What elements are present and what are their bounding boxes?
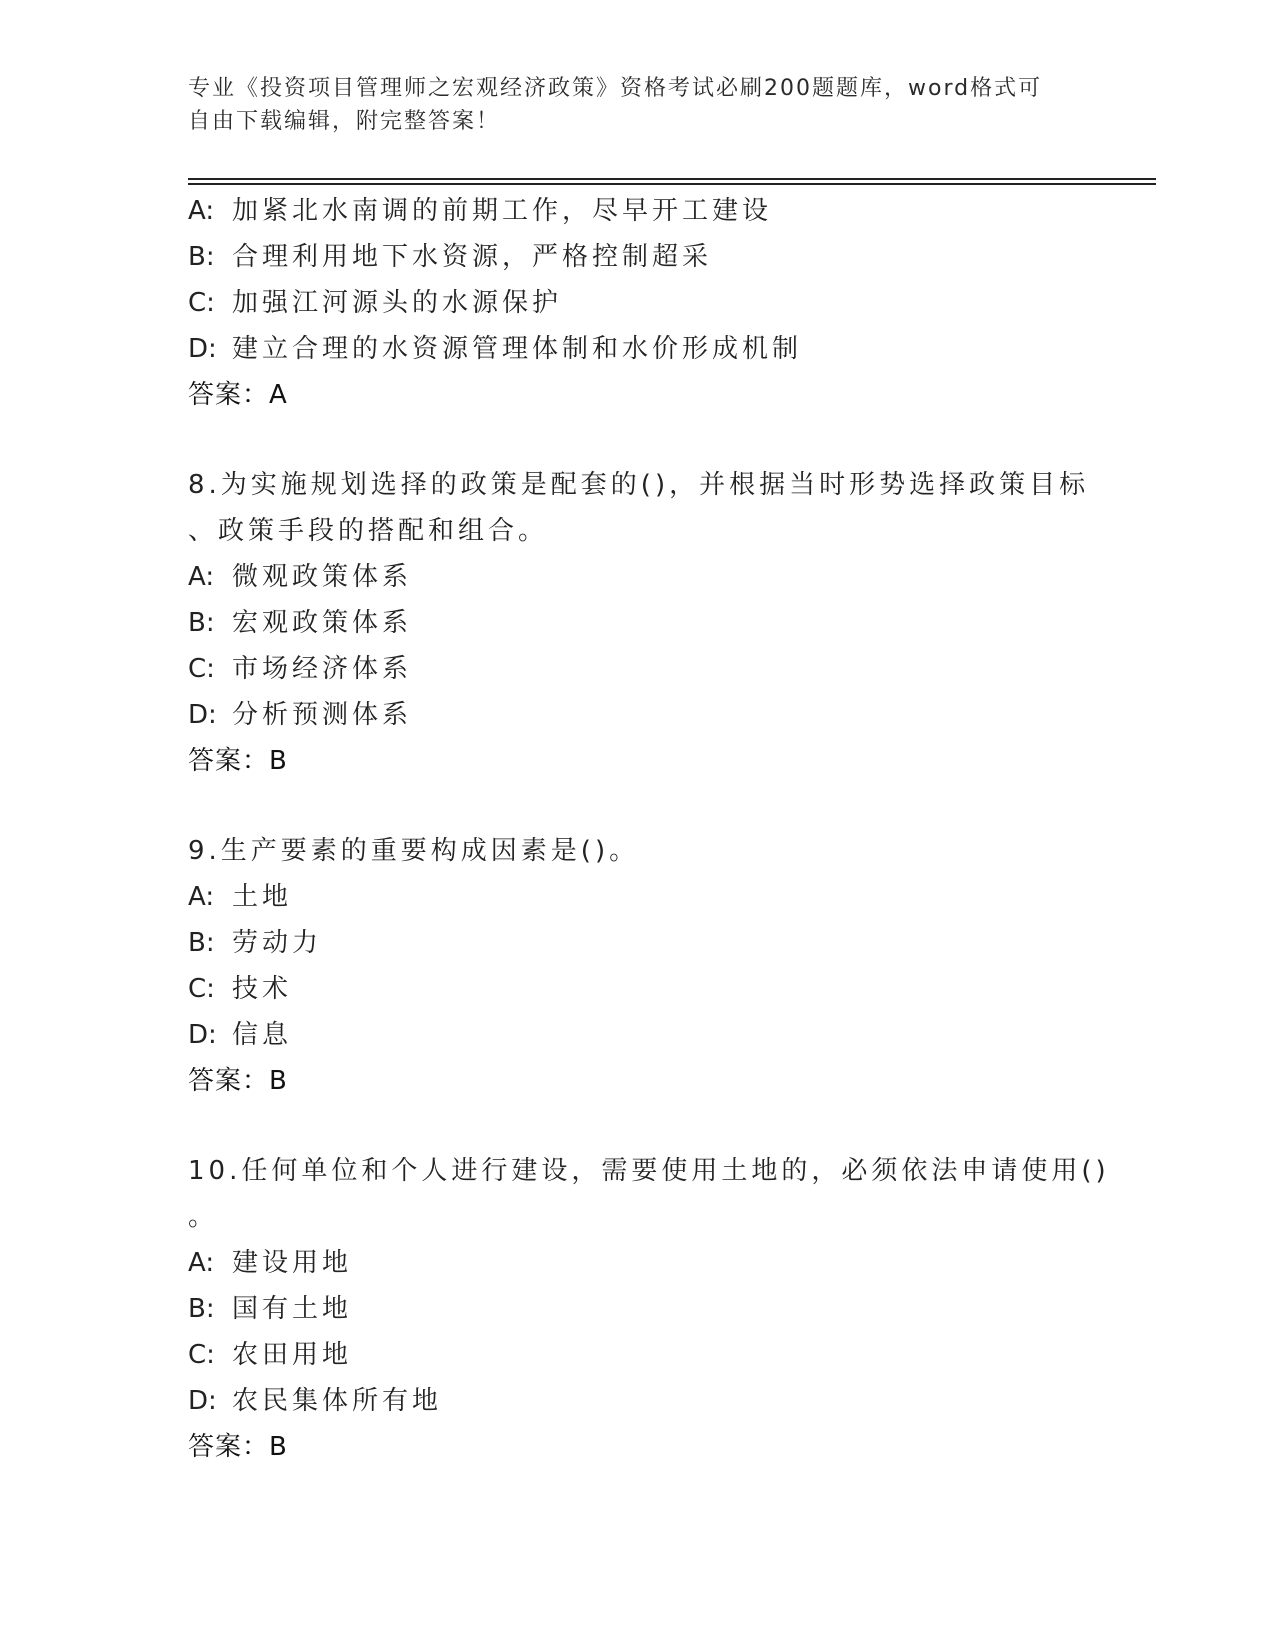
option-letter: D: [188, 334, 217, 364]
stem-line: 9.生产要素的重要构成因素是()。 [188, 836, 640, 866]
option-d [188, 692, 1088, 738]
answer-line: 答案：B [188, 1066, 288, 1096]
option-letter: A: [188, 196, 215, 226]
option-b [188, 920, 1088, 966]
option-letter: B: [188, 242, 215, 272]
question-list [188, 188, 1110, 1470]
option-letter: A: [188, 1248, 215, 1278]
option-letter: C: [188, 974, 215, 1004]
answer-line: 答案：B [188, 1432, 288, 1462]
question-stem [188, 828, 1088, 874]
option-text: 劳动力 [232, 928, 323, 958]
option-text: 合理利用地下水资源，严格控制超采 [232, 242, 713, 272]
stem-line: 8.为实施规划选择的政策是配套的()，并根据当时形势选择政策目标 [188, 470, 1090, 500]
option-d [188, 1012, 1088, 1058]
option-d [188, 1378, 1088, 1424]
option-a [188, 188, 1088, 234]
header-divider-bottom [188, 183, 1156, 185]
option-letter: C: [188, 654, 215, 684]
option-text: 微观政策体系 [232, 562, 413, 592]
option-letter: D: [188, 1020, 217, 1050]
option-c [188, 966, 1088, 1012]
option-c [188, 280, 1088, 326]
question-9 [188, 828, 1088, 1104]
option-text: 技术 [232, 974, 293, 1004]
option-text: 国有土地 [232, 1294, 353, 1324]
stem-line: 、政策手段的搭配和组合。 [188, 516, 549, 546]
option-a [188, 874, 1088, 920]
question-10 [188, 1148, 1110, 1470]
option-text: 市场经济体系 [232, 654, 413, 684]
option-b [188, 1286, 1088, 1332]
option-a [188, 554, 1088, 600]
option-b [188, 234, 1088, 280]
stem-line: 。 [188, 1202, 219, 1232]
answer-line: 答案：A [188, 380, 288, 410]
option-text: 土地 [232, 882, 293, 912]
option-text: 宏观政策体系 [232, 608, 413, 638]
option-letter: B: [188, 928, 215, 958]
question-fragment [188, 188, 1088, 418]
option-letter: B: [188, 608, 215, 638]
option-letter: C: [188, 288, 215, 318]
header-divider-top [188, 178, 1156, 180]
document-header [188, 72, 1088, 138]
option-c [188, 1332, 1088, 1378]
option-d [188, 326, 1088, 372]
option-text: 加紧北水南调的前期工作，尽早开工建设 [232, 196, 773, 226]
option-text: 农田用地 [232, 1340, 353, 1370]
option-letter: A: [188, 882, 215, 912]
answer-line: 答案：B [188, 746, 288, 776]
option-letter: A: [188, 562, 215, 592]
option-letter: D: [188, 1386, 217, 1416]
question-stem [188, 462, 1088, 554]
option-text: 分析预测体系 [232, 700, 413, 730]
header-line-2: 自由下载编辑，附完整答案！ [188, 109, 501, 134]
option-text: 建设用地 [232, 1248, 353, 1278]
option-b [188, 600, 1088, 646]
option-letter: D: [188, 700, 217, 730]
option-text: 信息 [232, 1020, 293, 1050]
stem-line: 10.任何单位和个人进行建设，需要使用土地的，必须依法申请使用() [188, 1156, 1110, 1186]
option-c [188, 646, 1088, 692]
option-a [188, 1240, 1088, 1286]
option-letter: C: [188, 1340, 215, 1370]
question-stem [188, 1148, 1110, 1240]
option-letter: B: [188, 1294, 215, 1324]
header-line-1: 专业《投资项目管理师之宏观经济政策》资格考试必刷200题题库，word格式可 [188, 76, 1043, 101]
option-text: 农民集体所有地 [232, 1386, 443, 1416]
option-text: 加强江河源头的水源保护 [232, 288, 563, 318]
option-text: 建立合理的水资源管理体制和水价形成机制 [232, 334, 803, 364]
question-8 [188, 462, 1088, 784]
